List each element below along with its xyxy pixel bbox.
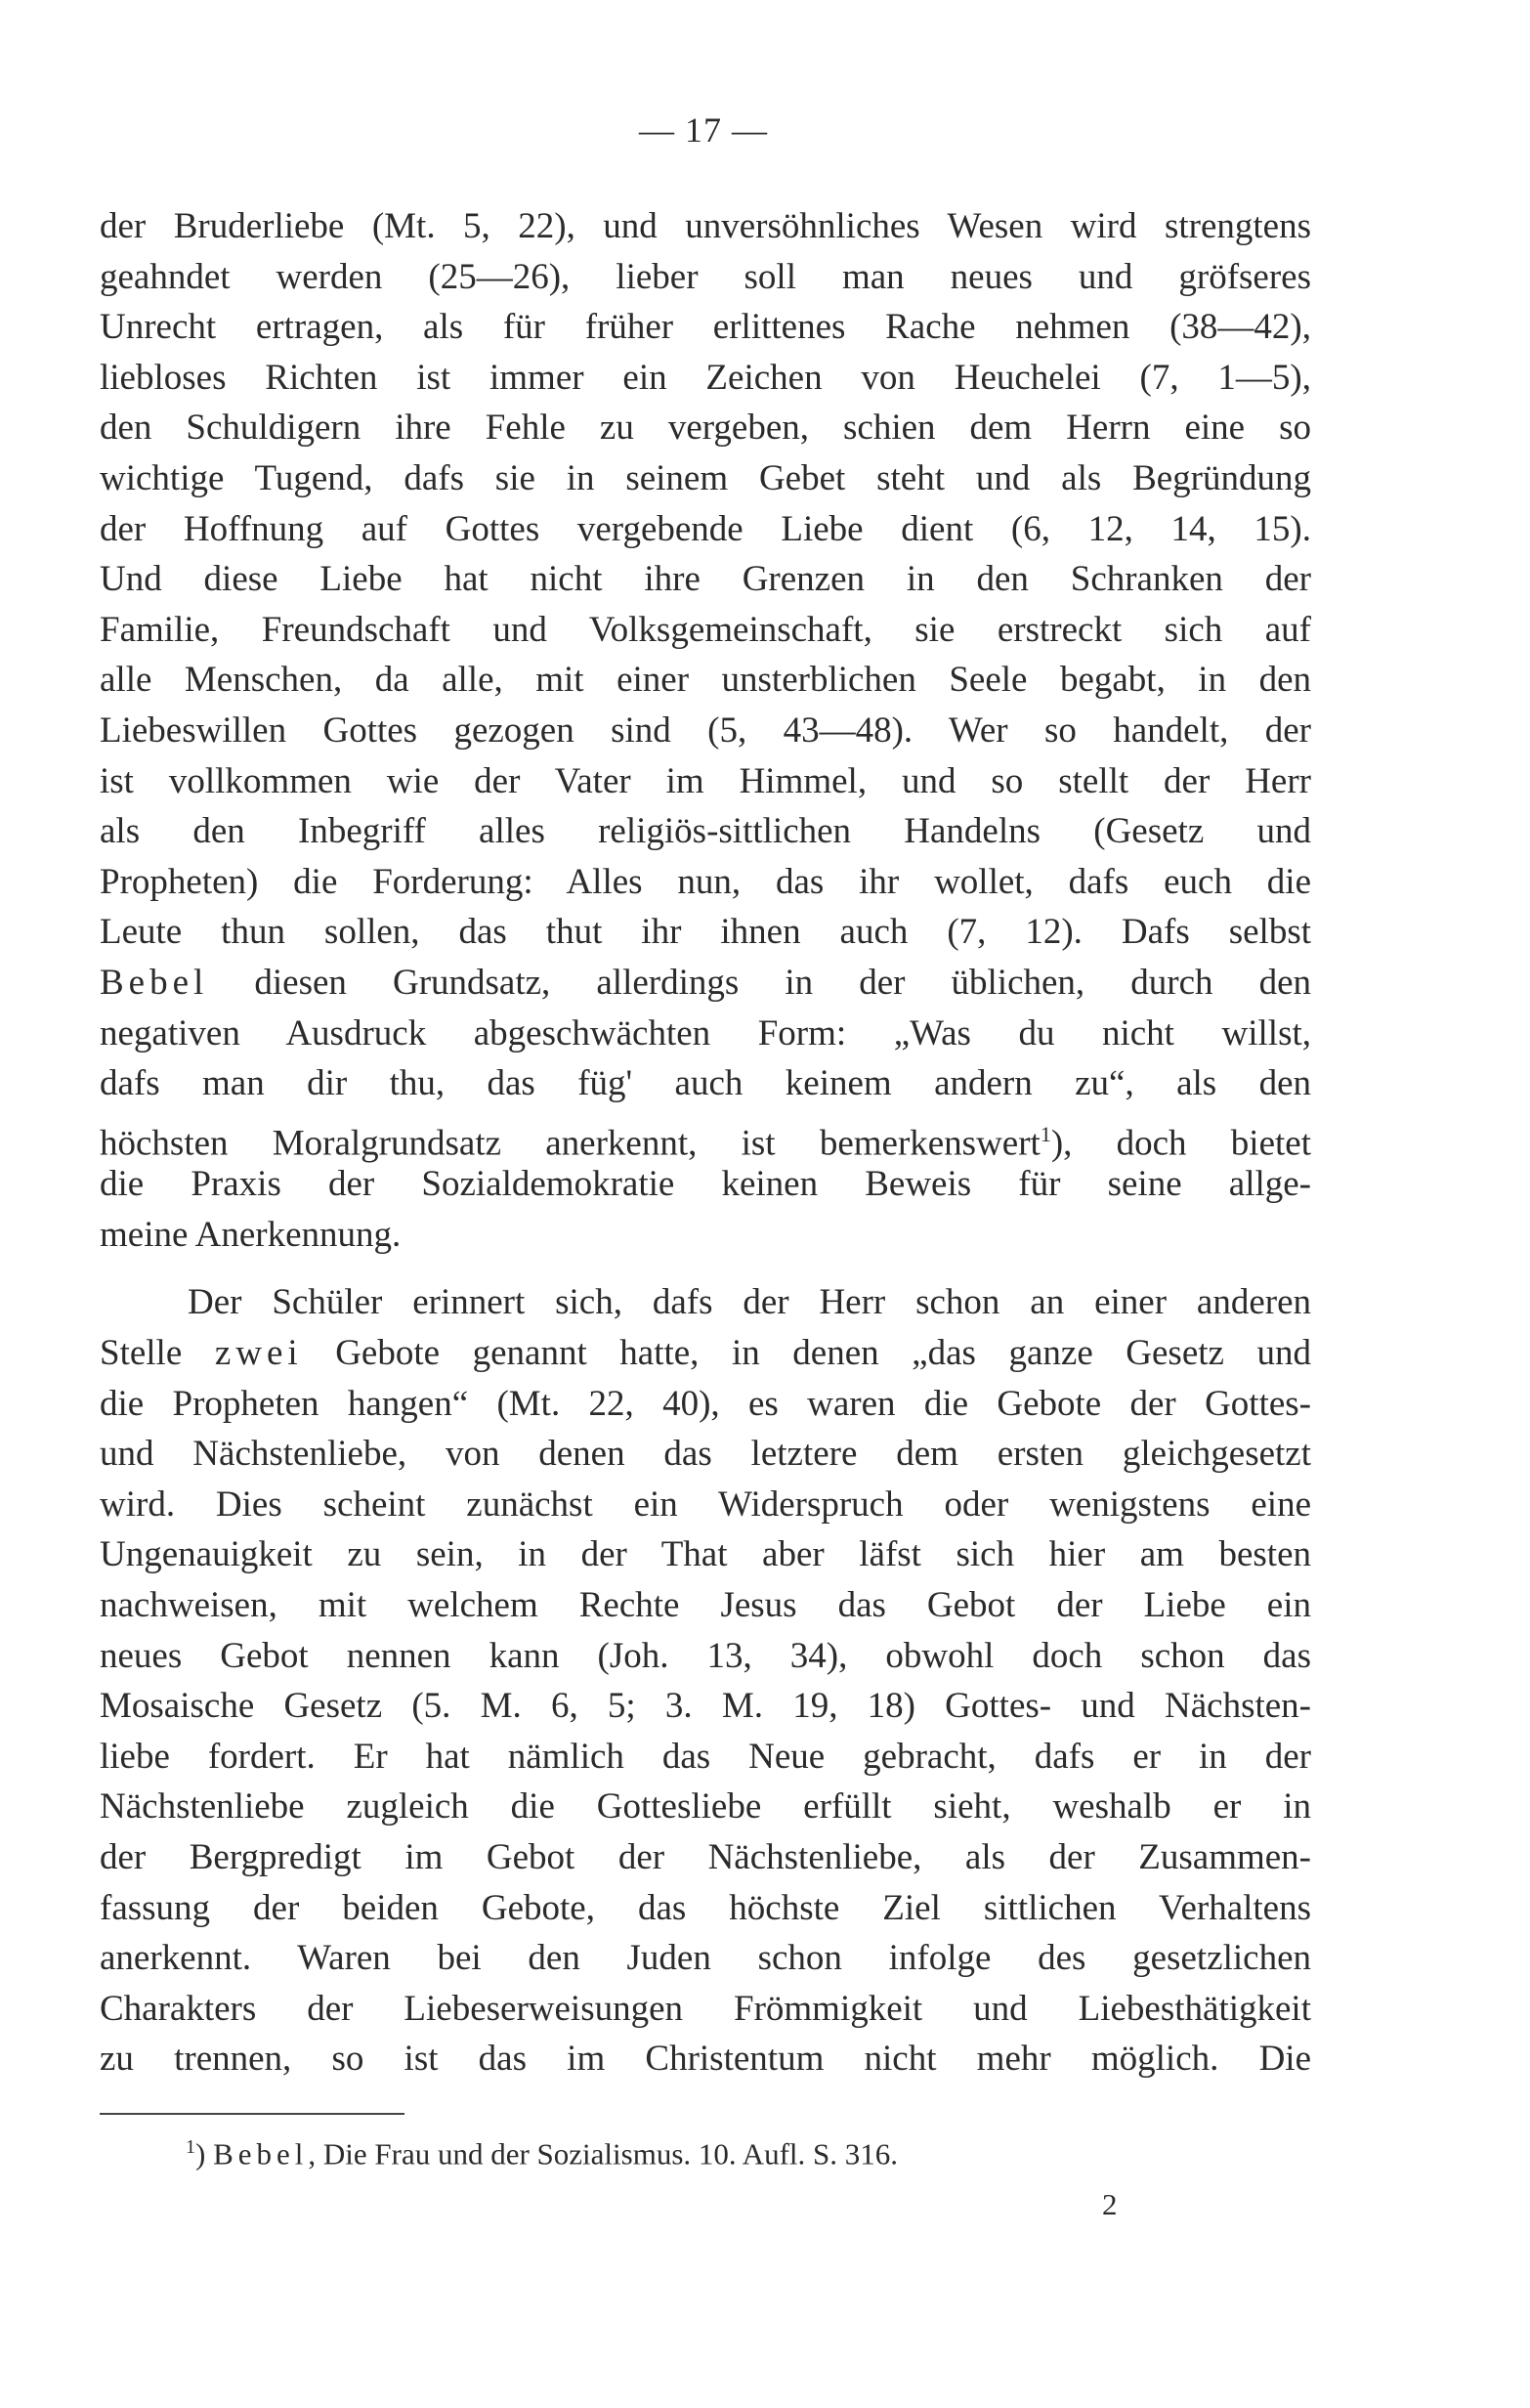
text-line: als den Inbegriff alles religiös-sittlichen Handelns (Gesetz und xyxy=(100,811,1311,852)
text-line: der Bruderliebe (Mt. 5, 22), und unversöhnliches Wesen wird strengtens xyxy=(100,206,1311,246)
footnote-author: Bebel xyxy=(213,2136,309,2172)
text-line xyxy=(100,1109,1311,1164)
text-line xyxy=(100,958,1311,1009)
text-line: negativen Ausdruck abgeschwächten Form: „Was du nicht willst, xyxy=(100,1012,1311,1054)
text-line: Ungenauigkeit zu sein, in der That aber läfst sich hier am besten xyxy=(100,1534,1311,1575)
text-line: geahndet werden (25—26), lieber soll man neues und gröfseres xyxy=(100,256,1311,297)
text-line: dafs man dir thu, das füg' auch keinem andern zu“, als den xyxy=(100,1063,1311,1104)
text-line: wird. Dies scheint zunächst ein Widerspruch oder wenigstens eine xyxy=(100,1484,1311,1525)
text-line: anerkennt. Waren bei den Juden schon infolge des gesetzlichen xyxy=(100,1938,1311,1979)
text-fragment: Gebote genannt hatte, in denen „das ganze Gesetz und xyxy=(302,1333,1311,1374)
footnote-bracket: ) xyxy=(195,2136,214,2172)
text-line xyxy=(100,1328,1311,1379)
footnote-mark: 1 xyxy=(186,2136,195,2158)
text-line: Nächstenliebe zugleich die Gottesliebe erfüllt sieht, weshalb er in xyxy=(100,1786,1311,1828)
text-line: Und diese Liebe hat nicht ihre Grenzen in den Schranken der xyxy=(100,559,1311,600)
text-fragment: diesen Grundsatz, allerdings in der üblichen, durch den xyxy=(208,962,1311,1003)
text-line: Unrecht ertragen, als für früher erlittenes Rache nehmen (38—42), xyxy=(100,307,1311,348)
text-line: ist vollkommen wie der Vater im Himmel, und so stellt der Herr xyxy=(100,760,1311,801)
text-line: die Propheten hangen“ (Mt. 22, 40), es waren die Gebote der Gottes- xyxy=(100,1383,1311,1424)
text-line: Charakters der Liebeserweisungen Frömmigkeit und Liebesthätigkeit xyxy=(100,1988,1311,2029)
text-line: liebe fordert. Er hat nämlich das Neue gebracht, dafs er in der xyxy=(100,1736,1311,1777)
text-line: neues Gebot nennen kann (Joh. 13, 34), obwohl doch schon das xyxy=(100,1635,1311,1676)
text-line: Mosaische Gesetz (5. M. 6, 5; 3. M. 19, 18) Gottes- und Nächsten- xyxy=(100,1686,1311,1727)
footnote-reference: 1 xyxy=(1040,1121,1051,1146)
text-line: alle Menschen, da alle, mit einer unsterblichen Seele begabt, in den xyxy=(100,660,1311,701)
text-line: der Bergpredigt im Gebot der Nächstenliebe, als der Zusammen- xyxy=(100,1837,1311,1877)
spaced-word: zwei xyxy=(214,1333,303,1374)
text-line: nachweisen, mit welchem Rechte Jesus das Gebot der Liebe ein xyxy=(100,1585,1311,1626)
text-line: und Nächstenliebe, von denen das letztere dem ersten gleichgesetzt xyxy=(100,1434,1311,1475)
text-line: fassung der beiden Gebote, das höchste Ziel sittlichen Verhaltens xyxy=(100,1887,1311,1928)
text-line: liebloses Richten ist immer ein Zeichen von Heuchelei (7, 1—5), xyxy=(100,357,1311,398)
text-fragment: ), doch bietet xyxy=(1050,1123,1311,1164)
body-text xyxy=(100,201,1311,2085)
text-line: Der Schüler erinnert sich, dafs der Herr schon an einer anderen xyxy=(188,1282,1311,1323)
text-line: den Schuldigern ihre Fehle zu vergeben, schien dem Herrn eine so xyxy=(100,408,1311,449)
page-number: — 17 — xyxy=(639,110,768,150)
paragraph-gap xyxy=(100,1260,1311,1277)
text-line: Leute thun sollen, das thut ihr ihnen auch (7, 12). Dafs selbst xyxy=(100,912,1311,953)
signature-mark: 2 xyxy=(1102,2187,1118,2221)
text-line: der Hoffnung auf Gottes vergebende Liebe dient (6, 12, 14, 15). xyxy=(100,508,1311,549)
text-line: zu trennen, so ist das im Christentum nicht mehr möglich. Die xyxy=(100,2039,1311,2080)
text-line: Liebeswillen Gottes gezogen sind (5, 43—48). Wer so handelt, der xyxy=(100,710,1311,751)
text-line: Propheten) die Forderung: Alles nun, das ihr wollet, dafs euch die xyxy=(100,861,1311,902)
footnote xyxy=(186,2136,898,2172)
text-fragment: Stelle xyxy=(100,1333,215,1374)
text-line: wichtige Tugend, dafs sie in seinem Gebet steht und als Begründung xyxy=(100,457,1311,498)
text-line: die Praxis der Sozialdemokratie keinen Beweis für seine allge- xyxy=(100,1164,1311,1205)
text-fragment: höchsten Moralgrundsatz anerkennt, ist bemerkenswert xyxy=(100,1123,1041,1164)
text-line: Familie, Freundschaft und Volksgemeinschaft, sie erstreckt sich auf xyxy=(100,609,1311,650)
spaced-name: Bebel xyxy=(100,962,209,1003)
text-line: meine Anerkennung. xyxy=(100,1214,402,1255)
footnote-text: , Die Frau und der Sozialismus. 10. Aufl. S. 316. xyxy=(308,2136,898,2172)
footnote-divider xyxy=(100,2113,404,2115)
